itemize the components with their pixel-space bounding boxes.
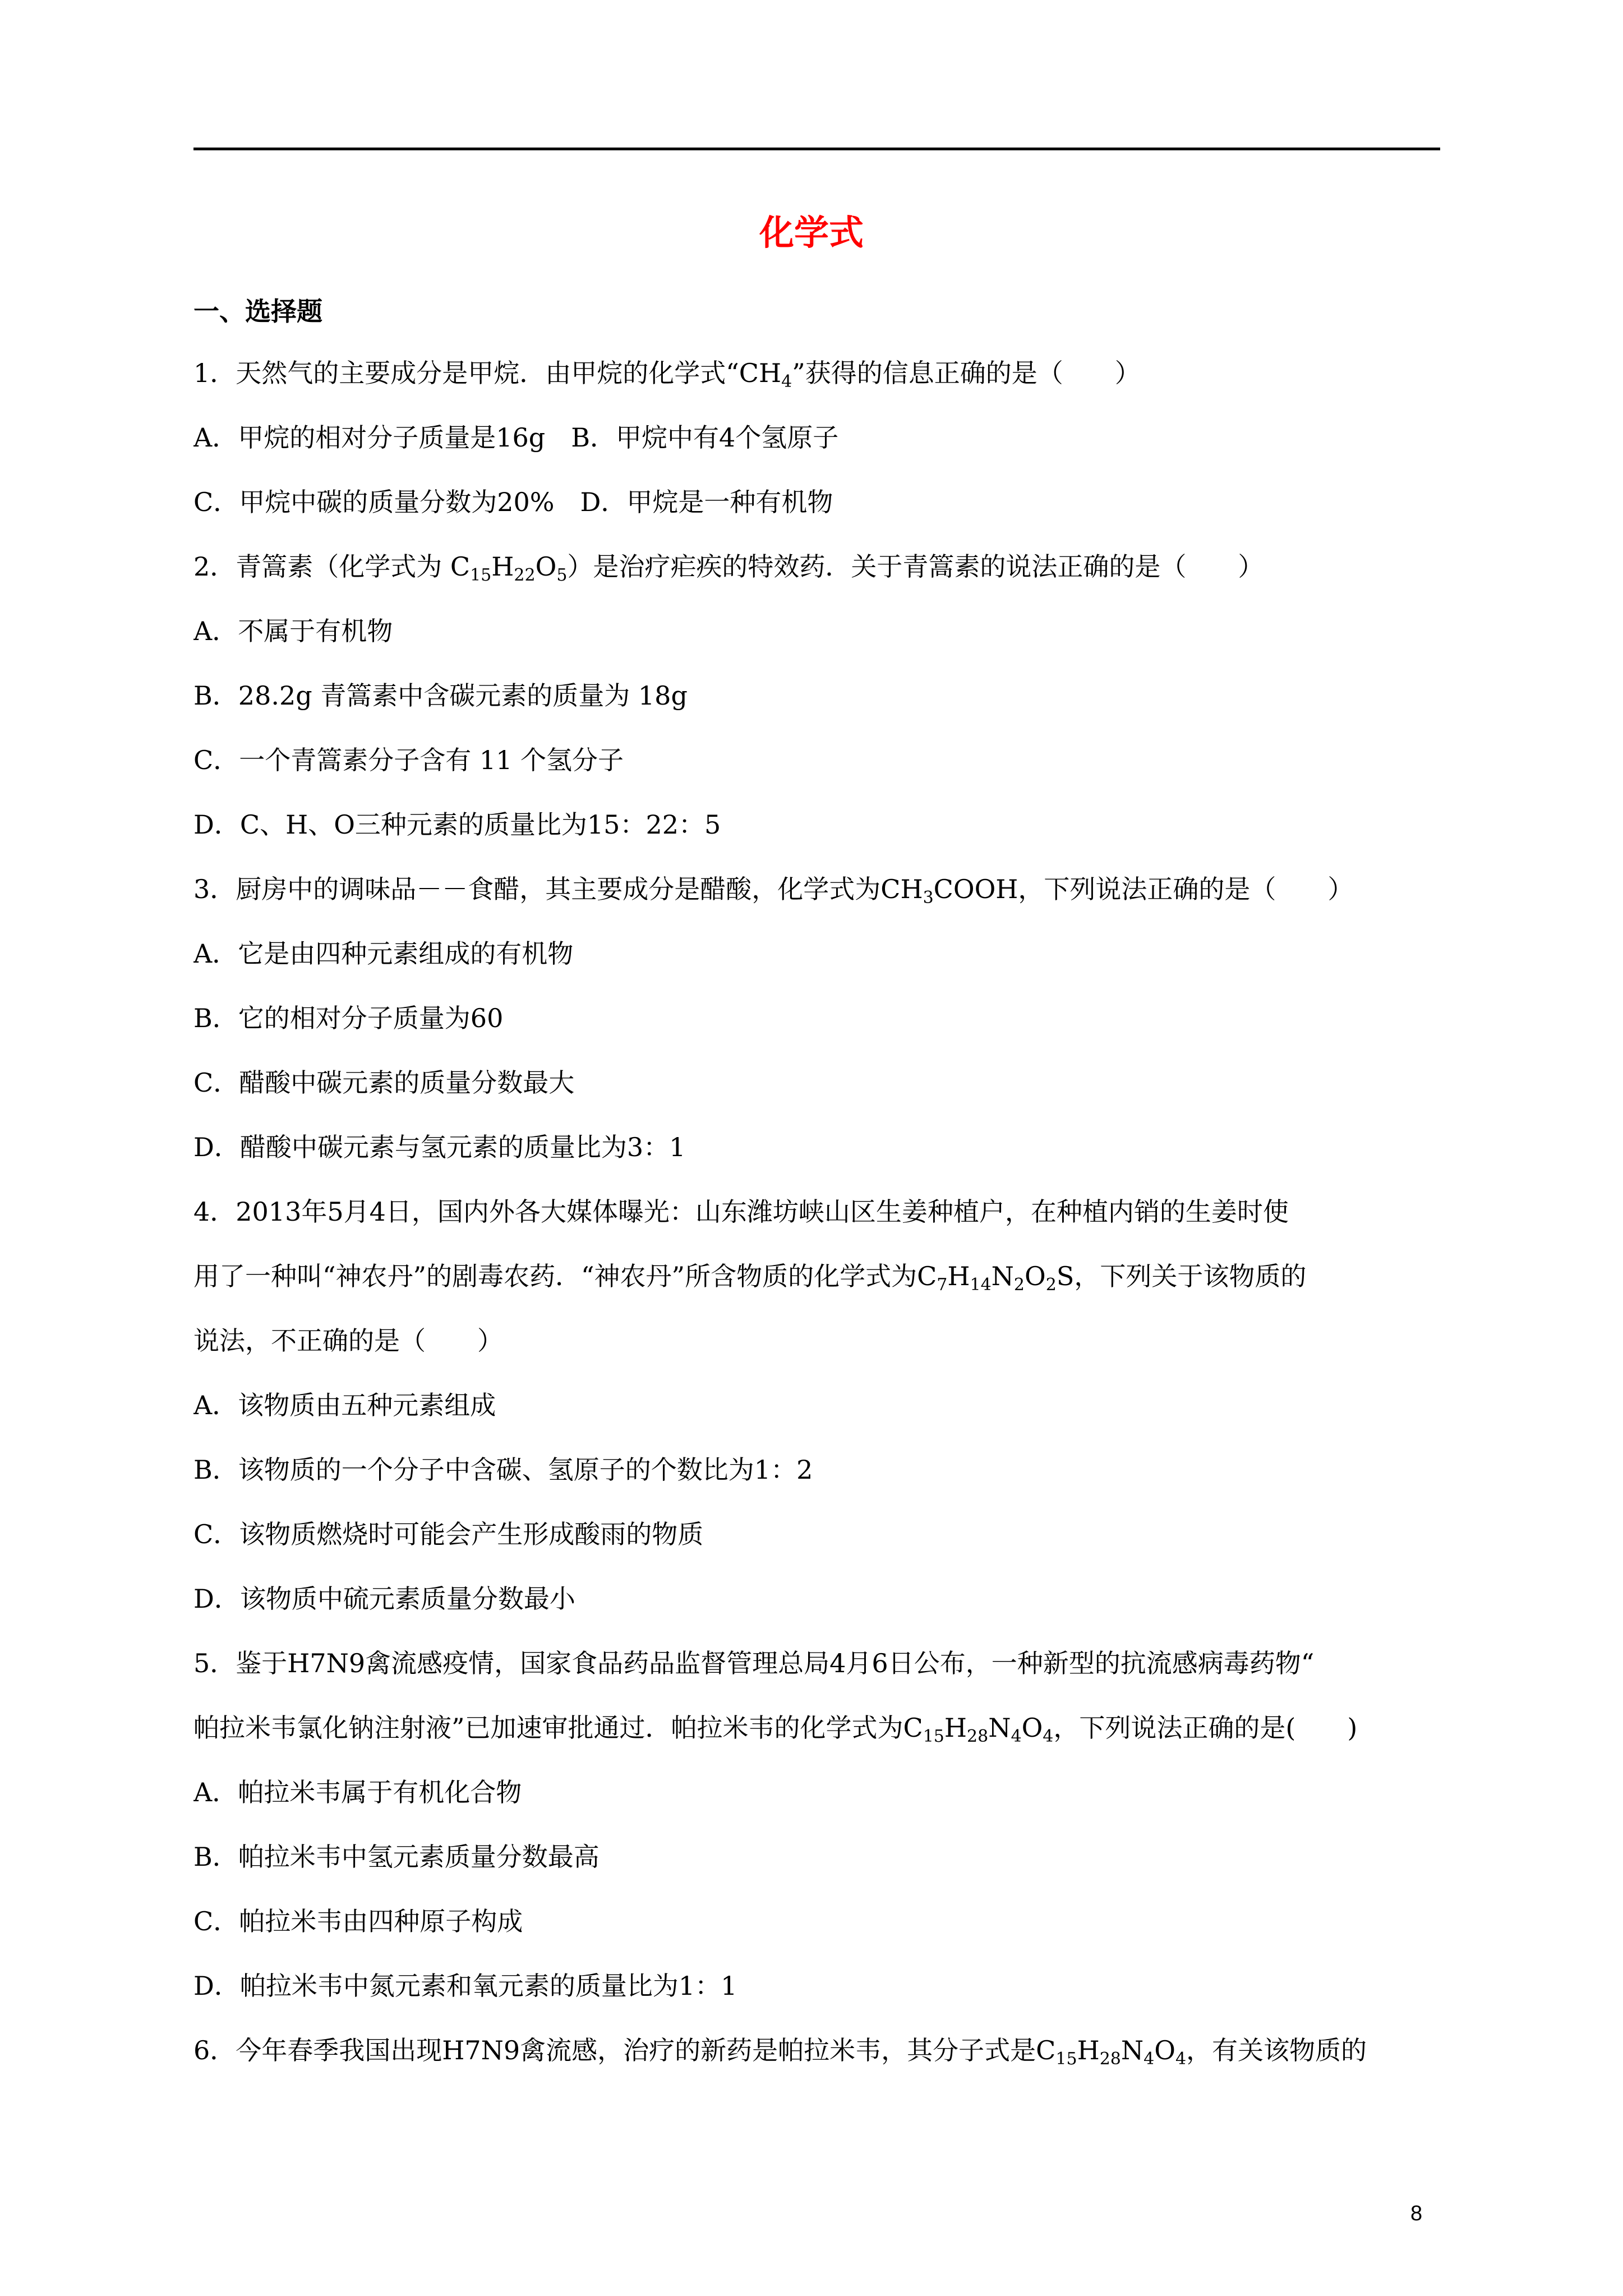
question-list: [193, 353, 1440, 2095]
header-rule: [193, 148, 1440, 150]
question-3-option-a: A．它是由四种元素组成的有机物: [193, 938, 574, 969]
question-4-stem-line-1: 4．2013年5月4日，国内外各大媒体曝光：山东潍坊峡山区生姜种植户，在种植内销的生姜时使: [193, 1197, 1289, 1227]
question-3-option-c: C．醋酸中碳元素的质量分数最大: [193, 1068, 575, 1098]
question-5-option-b: B．帕拉米韦中氢元素质量分数最高: [193, 1842, 600, 1872]
question-1-options-cd: C．甲烷中碳的质量分数为20% D．甲烷是一种有机物: [193, 487, 833, 517]
question-5-stem-line-1: 5．鉴于H7N9禽流感疫情，国家食品药品监督管理总局4月6日公布，一种新型的抗流感病毒药物“: [193, 1648, 1315, 1678]
question-5-option-c: C．帕拉米韦由四种原子构成: [193, 1906, 523, 1936]
question-5-stem-line-2: 帕拉米韦氯化钠注射液”已加速审批通过．帕拉米韦的化学式为$C_{15}H_{28}N_4O_4$，下列说法正确的是( ): [193, 1713, 1358, 1746]
page-number: 8: [1410, 2202, 1423, 2225]
question-4-option-c: C．该物质燃烧时可能会产生形成酸雨的物质: [193, 1519, 704, 1549]
section-heading: 一、选择题: [193, 296, 322, 326]
question-3-option-d: D．醋酸中碳元素与氢元素的质量比为3：1: [193, 1132, 686, 1162]
question-3-stem: 3．厨房中的调味品－－食醋，其主要成分是醋酸，化学式为$CH_3COOH$，下列说法正确的是（ ）: [193, 874, 1354, 908]
question-2-option-a: A．不属于有机物: [193, 616, 393, 646]
question-5-option-d: D．帕拉米韦中氮元素和氧元素的质量比为1：1: [193, 1971, 737, 2001]
question-3-option-b: B．它的相对分子质量为60: [193, 1003, 504, 1033]
question-2-stem: 2．青篙素（化学式为 $C_{15}H_{22}O_5$）是治疗疟疾的特效药．关于青篙素的说法正确的是（ ）: [193, 551, 1264, 585]
page-title: 化学式: [759, 212, 864, 253]
question-4-option-b: B．该物质的一个分子中含碳、氢原子的个数比为1：2: [193, 1455, 813, 1485]
question-4-option-a: A．该物质由五种元素组成: [193, 1390, 496, 1420]
question-5-option-a: A．帕拉米韦属于有机化合物: [193, 1777, 522, 1807]
question-1-stem: 1．天然气的主要成分是甲烷．由甲烷的化学式“$CH_4$”获得的信息正确的是（ ）: [193, 358, 1141, 392]
question-2-option-d: D．C、H、O三种元素的质量比为15：22：5: [193, 809, 721, 840]
question-4-option-d: D．该物质中硫元素质量分数最小: [193, 1584, 575, 1614]
question-1-options-ab: A．甲烷的相对分子质量是16g B．甲烷中有4个氢原子: [193, 422, 839, 453]
question-4-stem-line-3: 说法，不正确的是（ ）: [193, 1326, 503, 1356]
question-2-option-c: C．一个青篙素分子含有 11 个氢分子: [193, 745, 624, 775]
question-6-stem: 6．今年春季我国出现H7N9禽流感，治疗的新药是帕拉米韦，其分子式是$C_{15}H_{28}N_4O_4$，有关该物质的: [193, 2035, 1367, 2069]
question-4-stem-line-2: 用了一种叫“神农丹”的剧毒农药．“神农丹”所含物质的化学式为$C_7H_{14}N_2O_2S$，下列关于该物质的: [193, 1261, 1307, 1295]
question-2-option-b: B．28.2g 青篙素中含碳元素的质量为 18g: [193, 680, 688, 711]
